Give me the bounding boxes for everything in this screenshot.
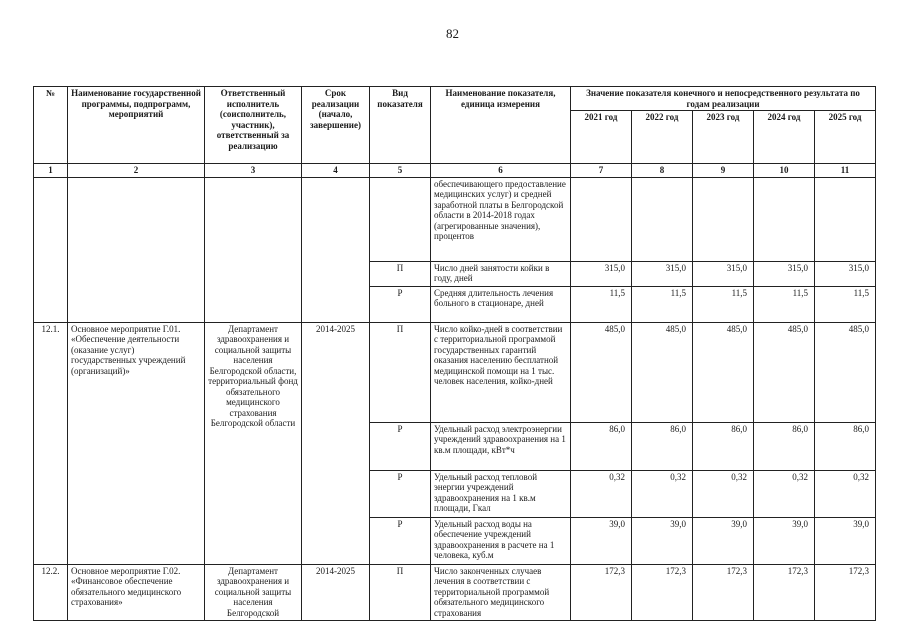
cell-responsible: Департамент здравоохранения и социальной защиты населения Белгородской области, территориальный фонд обязательного медицинского страхования Белгородской области: [205, 322, 302, 564]
cell-indicator: Удельный расход электроэнергии учреждений здравоохранения на 1 кв.м площади, кВт*ч: [431, 422, 571, 470]
cell-name: Основное мероприятие Г.02. «Финансовое обеспечение обязательного медицинского страхования»: [68, 564, 205, 620]
cell-indicator: Число законченных случаев лечения в соответствии с территориальной программой обязательного медицинского страхования: [431, 564, 571, 620]
cell-num: [34, 177, 68, 322]
cell-type: Р: [370, 422, 431, 470]
cell-num: 12.2.: [34, 564, 68, 620]
header-num: №: [34, 87, 68, 164]
cell-value: 0,32: [815, 470, 876, 517]
cell-num: 12.1.: [34, 322, 68, 564]
cell-value: 172,3: [632, 564, 693, 620]
cell-indicator: Число дней занятости койки в году, дней: [431, 261, 571, 286]
cell-value: 11,5: [754, 286, 815, 322]
header-name: Наименование государственной программы, подпрограмм, мероприятий: [68, 87, 205, 164]
table-row: [34, 177, 876, 261]
cell-value: 315,0: [571, 261, 632, 286]
cell-indicator: Удельный расход воды на обеспечение учреждений здравоохранения в расчете на 1 человека, куб.м: [431, 517, 571, 564]
cell-value: 86,0: [754, 422, 815, 470]
cell-value: 315,0: [632, 261, 693, 286]
cell-term: [302, 177, 370, 322]
cell-value: 11,5: [571, 286, 632, 322]
col-number: 8: [632, 164, 693, 178]
cell-value: 485,0: [693, 322, 754, 422]
cell-value: 11,5: [815, 286, 876, 322]
cell-value: 11,5: [693, 286, 754, 322]
cell-type: П: [370, 261, 431, 286]
cell-type: [370, 177, 431, 261]
header-term: Срок реализации (начало, завершение): [302, 87, 370, 164]
col-number: 9: [693, 164, 754, 178]
table-row: [34, 322, 876, 422]
cell-term: 2014-2025: [302, 322, 370, 564]
header-indicator: Наименование показателя, единица измерения: [431, 87, 571, 164]
cell-type: Р: [370, 286, 431, 322]
header-year-2023: 2023 год: [693, 111, 754, 164]
cell-value: 172,3: [693, 564, 754, 620]
cell-value: 485,0: [571, 322, 632, 422]
col-number: 10: [754, 164, 815, 178]
col-number: 2: [68, 164, 205, 178]
cell-value: 315,0: [693, 261, 754, 286]
cell-type: П: [370, 322, 431, 422]
cell-type: П: [370, 564, 431, 620]
cell-value: 172,3: [571, 564, 632, 620]
table-row: [34, 564, 876, 620]
header-values-group: Значение показателя конечного и непосредственного результата по годам реализации: [571, 87, 876, 111]
cell-value: 39,0: [632, 517, 693, 564]
header-responsible: Ответственный исполнитель (соисполнитель, участник), ответственный за реализацию: [205, 87, 302, 164]
col-number: 7: [571, 164, 632, 178]
col-number: 4: [302, 164, 370, 178]
cell-value: 86,0: [693, 422, 754, 470]
cell-indicator: Средняя длительность лечения больного в стационаре, дней: [431, 286, 571, 322]
cell-type: Р: [370, 470, 431, 517]
cell-value: 485,0: [632, 322, 693, 422]
cell-term: 2014-2025: [302, 564, 370, 620]
indicators-table: [33, 86, 876, 621]
cell-responsible: [205, 177, 302, 322]
cell-indicator: Удельный расход тепловой энергии учреждений здравоохранения на 1 кв.м площади, Гкал: [431, 470, 571, 517]
cell-value: 315,0: [754, 261, 815, 286]
cell-value: 39,0: [815, 517, 876, 564]
header-year-2022: 2022 год: [632, 111, 693, 164]
cell-name: [68, 177, 205, 322]
cell-value: 172,3: [815, 564, 876, 620]
cell-value: 0,32: [632, 470, 693, 517]
page-number: 82: [446, 26, 459, 41]
cell-indicator: обеспечивающего предоставление медицинских услуг) и средней заработной платы в Белгородской области в 2014-2018 годах (агрегированные значения), процентов: [431, 177, 571, 261]
cell-value: 39,0: [571, 517, 632, 564]
cell-value: 11,5: [632, 286, 693, 322]
col-number: 5: [370, 164, 431, 178]
header-type: Вид показателя: [370, 87, 431, 164]
cell-indicator: Число койко-дней в соответствии с территориальной программой государственных гарантий оказания населению бесплатной медицинской помощи на 1 тыс. человек населения, койко-дней: [431, 322, 571, 422]
cell-value: 0,32: [754, 470, 815, 517]
cell-value: 485,0: [754, 322, 815, 422]
cell-value: 39,0: [693, 517, 754, 564]
header-year-2025: 2025 год: [815, 111, 876, 164]
cell-value: 485,0: [815, 322, 876, 422]
header-year-2024: 2024 год: [754, 111, 815, 164]
cell-value: 86,0: [632, 422, 693, 470]
cell-value: 172,3: [754, 564, 815, 620]
col-number: 3: [205, 164, 302, 178]
cell-responsible: Департамент здравоохранения и социальной защиты населения Белгородской: [205, 564, 302, 620]
cell-value: 0,32: [693, 470, 754, 517]
col-number: 11: [815, 164, 876, 178]
cell-value: 315,0: [815, 261, 876, 286]
cell-name: Основное мероприятие Г.01. «Обеспечение деятельности (оказание услуг) государственных учреждений (организаций)»: [68, 322, 205, 564]
col-number: 6: [431, 164, 571, 178]
column-numbers-row: [34, 164, 876, 178]
cell-value: 39,0: [754, 517, 815, 564]
cell-value: 0,32: [571, 470, 632, 517]
header-year-2021: 2021 год: [571, 111, 632, 164]
cell-type: Р: [370, 517, 431, 564]
cell-value: 86,0: [815, 422, 876, 470]
cell-value: 86,0: [571, 422, 632, 470]
col-number: 1: [34, 164, 68, 178]
